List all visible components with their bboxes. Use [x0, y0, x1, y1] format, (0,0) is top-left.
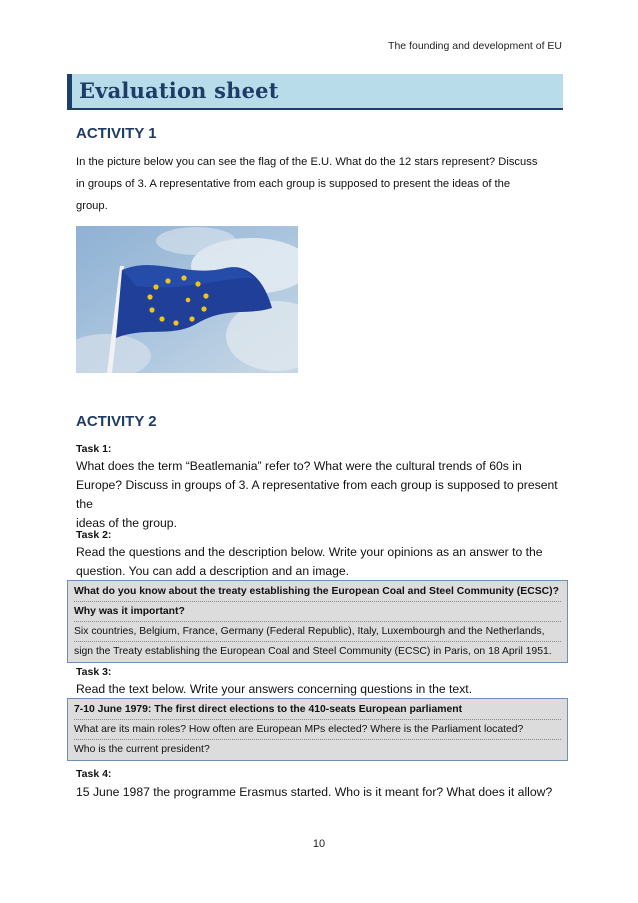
infobox-heading: 7-10 June 1979: The first direct elections to the 410-seats European parliament	[74, 700, 561, 720]
task-1-text	[76, 457, 566, 533]
text-line: question. You can add a description and an image.	[76, 564, 350, 578]
text-line: ideas of the group.	[76, 516, 177, 530]
task-3-infobox	[67, 698, 568, 761]
task-3-label: Task 3:	[76, 666, 112, 678]
page-title: Evaluation sheet	[79, 78, 279, 103]
activity-1-text	[76, 151, 564, 217]
text-line: What does the term “Beatlemania” refer to? What were the cultural trends of 60s in	[76, 459, 522, 473]
eu-flag-photo	[76, 226, 298, 373]
activity-1-heading: ACTIVITY 1	[76, 125, 157, 142]
infobox-text: Six countries, Belgium, France, Germany (Federal Republic), Italy, Luxembourgh and the Netherlands,	[74, 622, 561, 642]
text-line: Read the text below. Write your answers concerning questions in the text.	[76, 682, 473, 696]
text-line: In the picture below you can see the flag of the E.U. What do the 12 stars represent? Discuss	[76, 156, 538, 168]
task-1-label: Task 1:	[76, 443, 112, 455]
text-line: Europe? Discuss in groups of 3. A representative from each group is supposed to present the	[76, 478, 558, 511]
running-header: The founding and development of EU	[388, 40, 562, 52]
task-2-text	[76, 543, 566, 581]
task-4-text	[76, 783, 566, 802]
text-line: group.	[76, 200, 108, 212]
text-line: in groups of 3. A representative from each group is supposed to present the ideas of the	[76, 178, 511, 190]
task-2-infobox	[67, 580, 568, 663]
text-line: Read the questions and the description below. Write your opinions as an answer to the	[76, 545, 543, 559]
page-number: 10	[312, 838, 326, 850]
text-line: 15 June 1987 the programme Erasmus started. Who is it meant for? What does it allow?	[76, 785, 553, 799]
infobox-text: What are its main roles? How often are European MPs elected? Where is the Parliament located?	[74, 720, 561, 740]
infobox-question: Why was it important?	[74, 602, 561, 622]
infobox-text: sign the Treaty establishing the European Coal and Steel Community (ECSC) in Paris, on 18 April 1951.	[74, 646, 552, 657]
infobox-text: Who is the current president?	[74, 744, 210, 755]
task-3-text	[76, 680, 566, 699]
task-4-label: Task 4:	[76, 768, 112, 780]
task-2-label: Task 2:	[76, 529, 112, 541]
infobox-question: What do you know about the treaty establishing the European Coal and Steel Community (ECSC)?	[74, 582, 561, 602]
activity-2-heading: ACTIVITY 2	[76, 413, 157, 430]
title-banner	[67, 74, 563, 110]
